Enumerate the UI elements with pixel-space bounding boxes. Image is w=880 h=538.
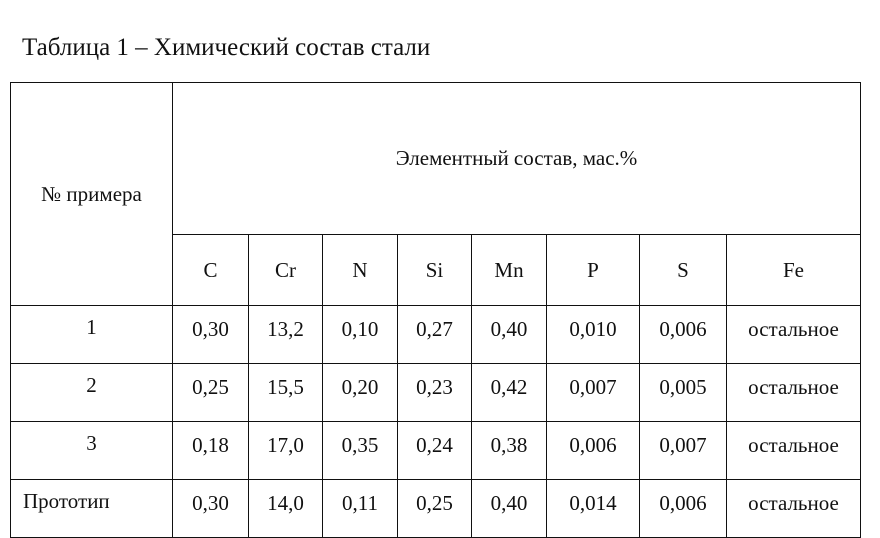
column-header: C [173,235,249,306]
column-header: P [547,235,640,306]
table-cell: 0,25 [173,364,249,422]
table-cell: 0,005 [640,364,727,422]
table-cell: 14,0 [249,480,323,538]
column-header: Si [398,235,472,306]
table-caption: Таблица 1 – Химический состав стали [22,34,431,61]
table-cell: 17,0 [249,422,323,480]
group-header-cell: Элементный состав, мас.% [173,83,861,235]
table-cell: 0,007 [640,422,727,480]
table-cell: остальное [727,306,861,364]
table-cell: 0,006 [640,306,727,364]
table-cell: 0,10 [323,306,398,364]
table-cell: остальное [727,364,861,422]
table-row [11,480,861,538]
column-header: N [323,235,398,306]
table-cell: 0,23 [398,364,472,422]
table-cell: 0,006 [640,480,727,538]
table-cell: 0,30 [173,306,249,364]
table-row [11,306,861,364]
row-label: 1 [11,306,173,364]
column-header: Mn [472,235,547,306]
table-cell: 0,40 [472,306,547,364]
row-label: Прототип [11,480,173,538]
column-header: S [640,235,727,306]
table-cell: 0,010 [547,306,640,364]
table-cell: 0,40 [472,480,547,538]
table-cell: остальное [727,480,861,538]
table-row [11,422,861,480]
table-cell: 0,007 [547,364,640,422]
table-cell: 0,30 [173,480,249,538]
table-cell: 0,27 [398,306,472,364]
table-cell: 0,42 [472,364,547,422]
table-cell: 0,11 [323,480,398,538]
row-label: 3 [11,422,173,480]
table-cell: 0,006 [547,422,640,480]
table-cell: 0,24 [398,422,472,480]
chemical-composition-table [10,82,861,538]
table-cell: 0,014 [547,480,640,538]
table-cell: 13,2 [249,306,323,364]
row-label: 2 [11,364,173,422]
column-header: Cr [249,235,323,306]
table-cell: остальное [727,422,861,480]
table-cell: 15,5 [249,364,323,422]
table-cell: 0,18 [173,422,249,480]
column-header: Fe [727,235,861,306]
table-row [11,364,861,422]
table-cell: 0,25 [398,480,472,538]
table-cell: 0,38 [472,422,547,480]
header-row [11,83,861,235]
table-cell: 0,20 [323,364,398,422]
table-cell: 0,35 [323,422,398,480]
row-header-cell: № примера [11,83,173,306]
